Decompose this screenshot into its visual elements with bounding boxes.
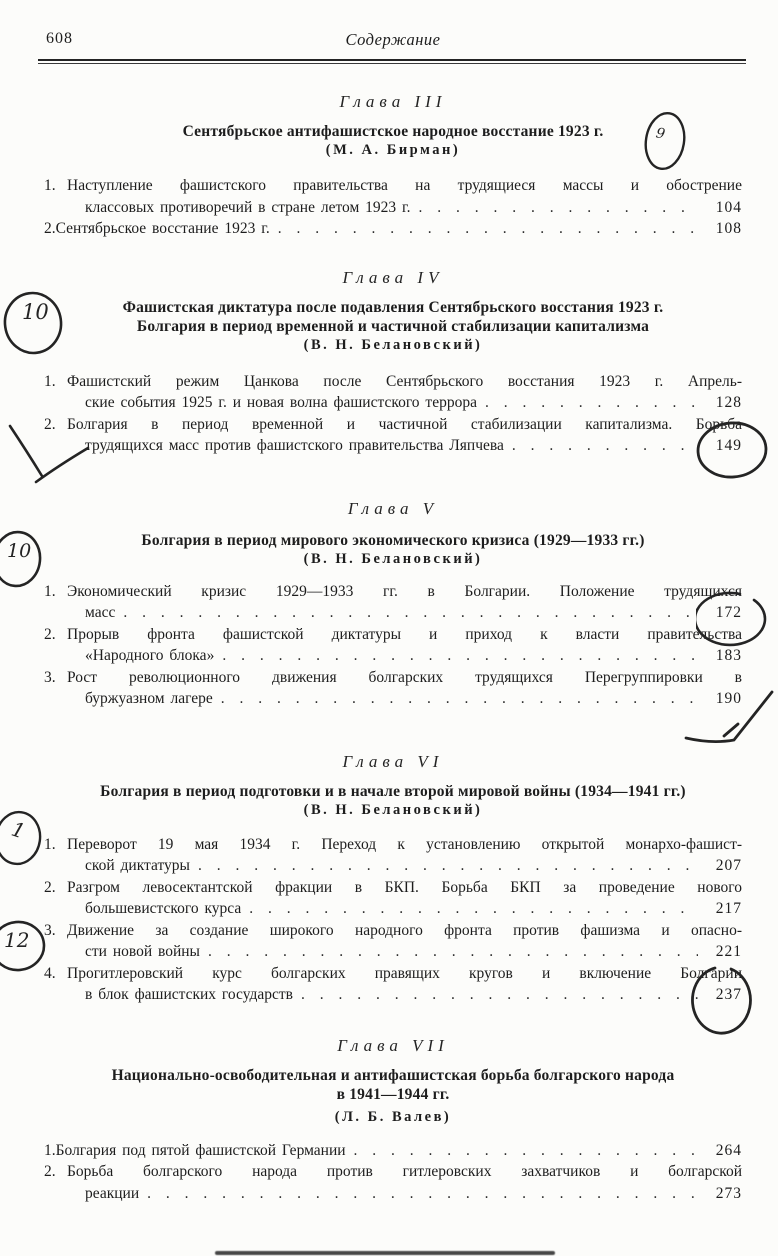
- toc-page-ref: 190: [715, 690, 742, 708]
- page-number: 608: [46, 30, 73, 47]
- handwritten-number: 9: [654, 125, 667, 143]
- toc-entry: 4. Прогитлеровский курс болгарских правящих кругов и включение Болгарии в блок фашистских государств . . . 237: [44, 963, 742, 1006]
- toc-page-ref: 237: [715, 986, 742, 1004]
- dot-leader: [485, 392, 698, 414]
- chapter-7-heading: Глава VII: [337, 1035, 449, 1055]
- toc-entry: 2. Прорыв фронта фашистской диктатуры и приход к власти правительства «Народного блока» . . . 183: [44, 624, 742, 667]
- chapter-3-heading: Глава III: [339, 92, 447, 112]
- scan-edge-artifact: [215, 1251, 555, 1255]
- toc-page-ref: 221: [715, 943, 742, 961]
- toc-entry: 2. Болгария в период временной и частичной стабилизации капитализма. Борьба трудящихся масс против фашистского правительства Ляпчева . . . 149: [44, 414, 742, 457]
- header-rule: [38, 59, 746, 64]
- dot-leader: [221, 688, 698, 710]
- running-header: [44, 30, 742, 52]
- dot-leader: [222, 645, 698, 667]
- handwritten-number: 12: [4, 928, 30, 952]
- chapter-5-section: [44, 499, 742, 710]
- chapter-4-author: (В. Н. Белановский): [303, 336, 483, 353]
- handwritten-circle-ch6-item4-icon: [0, 918, 48, 974]
- handwritten-number: 1: [8, 816, 29, 844]
- chapter-7-author: (Л. Б. Валев): [334, 1108, 452, 1125]
- chapter-4-heading: Глава IV: [342, 267, 444, 287]
- chapter-3-title: Сентябрьское антифашистское народное восстание 1923 г.: [182, 123, 604, 141]
- toc-entry: 3. Движение за создание широкого народного фронта против фашизма и опасно- сти новой войны . . . 221: [44, 920, 742, 963]
- toc-page-ref: 149: [715, 437, 742, 455]
- toc-entry: 2. Сентябрьское восстание 1923 г. . . . 108: [44, 218, 742, 240]
- chapter-4-title-line2: Болгария в период временной и частичной стабилизации капитализма: [136, 317, 650, 335]
- toc-entry: 1. Болгария под пятой фашистской Германии . . . 264: [44, 1140, 742, 1162]
- handwritten-circle-ch6-item1-icon: [0, 808, 44, 868]
- toc-page-ref: 172: [715, 604, 742, 622]
- dot-leader: [249, 898, 698, 920]
- toc-page-ref: 108: [715, 220, 742, 238]
- chapter-6-heading: Глава VI: [342, 751, 444, 771]
- dot-leader: [278, 218, 698, 240]
- toc-page-ref: 128: [715, 394, 742, 412]
- dot-leader: [123, 602, 698, 624]
- dot-leader: [147, 1183, 698, 1205]
- dot-leader: [198, 855, 698, 877]
- chapter-5-title: Болгария в период мирового экономического кризиса (1929—1933 гг.): [141, 531, 645, 549]
- handwritten-circle-ch5-icon: [0, 528, 44, 590]
- chapter-6-section: [44, 752, 742, 1006]
- chapter-4-title-line1: Фашистская диктатура после подавления Сентябрьского восстания 1923 г.: [122, 298, 664, 316]
- dot-leader: [208, 941, 698, 963]
- toc-page-ref: 207: [715, 857, 742, 875]
- toc-page-ref: 104: [715, 198, 742, 216]
- toc-page-ref: 264: [715, 1141, 742, 1159]
- dot-leader: [354, 1140, 698, 1162]
- chapter-4-section: [44, 268, 742, 457]
- toc-page-ref: 273: [715, 1184, 742, 1202]
- dot-leader: [512, 435, 698, 457]
- toc-entry: 1. Наступление фашистского правительства на трудящиеся массы и обострение классовых противоречий в стране летом 1923 г. . . . 104: [44, 175, 742, 218]
- toc-entry: 1. Фашистский режим Цанкова после Сентябрьского восстания 1923 г. Апрель- ские события 1925 г. и новая волна фашистского террора . . . 128: [44, 371, 742, 414]
- toc-entry: 1. Переворот 19 мая 1934 г. Переход к установлению открытой монархо-фашист- ской диктатуры . . . 207: [44, 834, 742, 877]
- handwritten-number: 10: [7, 540, 32, 562]
- toc-entry: 3. Рост революционного движения болгарских трудящихся Перегруппировки в буржуазном лагере . . . 190: [44, 667, 742, 710]
- chapter-5-heading: Глава V: [347, 498, 439, 518]
- chapter-7-title-line1: Национально-освободительная и антифашистская борьба болгарского народа: [111, 1066, 675, 1084]
- toc-entry: 2. Борьба болгарского народа против гитлеровских захватчиков и болгарской реакции . . . 273: [44, 1161, 742, 1204]
- toc-entry: 1. Экономический кризис 1929—1933 гг. в Болгарии. Положение трудящихся масс . . . 172: [44, 581, 742, 624]
- toc-entry: 2. Разгром левосектантской фракции в БКП. Борьба БКП за проведение нового большевистского курса . . . 217: [44, 877, 742, 920]
- dot-leader: [419, 197, 698, 219]
- chapter-5-author: (В. Н. Белановский): [303, 550, 483, 567]
- chapter-3-section: [44, 92, 742, 240]
- chapter-6-title: Болгария в период подготовки и в начале второй мировой войны (1934—1941 гг.): [100, 782, 686, 800]
- chapter-7-title-line2: в 1941—1944 гг.: [336, 1085, 450, 1103]
- dot-leader: [301, 984, 698, 1006]
- chapter-7-section: [44, 1036, 742, 1205]
- chapter-6-author: (В. Н. Белановский): [303, 801, 483, 818]
- chapter-3-author: (М. А. Бирман): [325, 142, 461, 159]
- toc-page-ref: 217: [715, 900, 742, 918]
- toc-page-ref: 183: [715, 647, 742, 665]
- handwritten-number: 10: [22, 300, 49, 324]
- page-title: Содержание: [345, 30, 441, 49]
